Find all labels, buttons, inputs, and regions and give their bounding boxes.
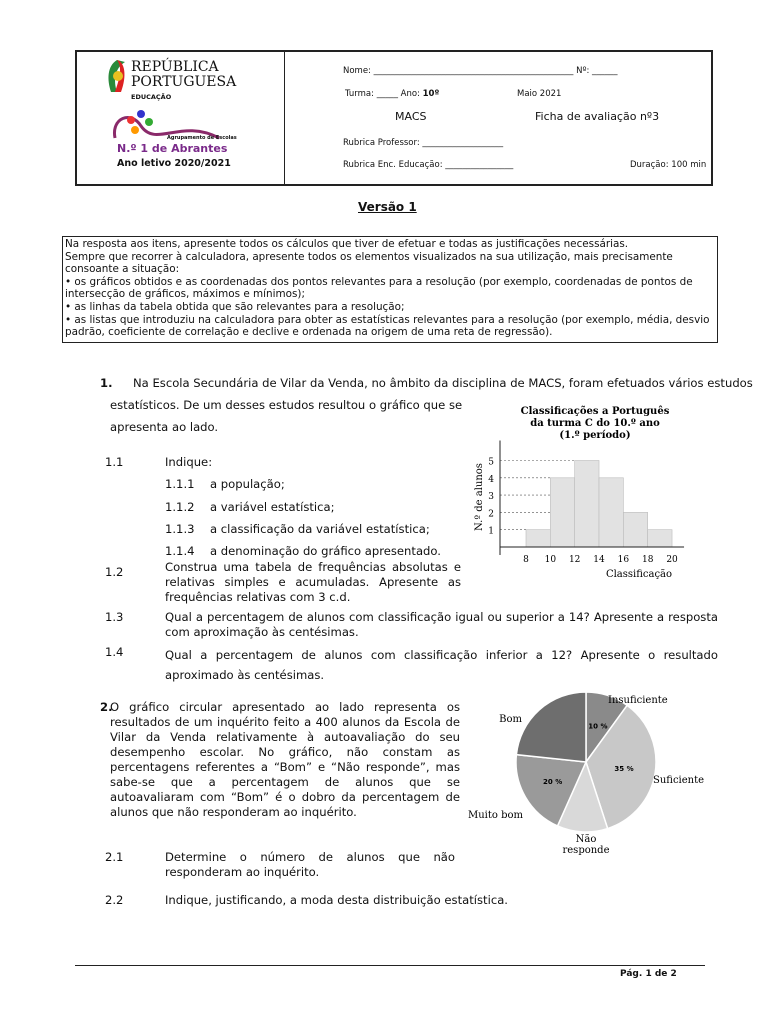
- header-box: [75, 50, 713, 186]
- item-text: Determine o número de alunos que não responderam ao inquérito.: [165, 850, 455, 879]
- ficha-title: Ficha de avaliação nº3: [535, 110, 660, 123]
- instruction-bullet: • as listas que introduziu na calculadora para obter as estatísticas relevantes para a resolução (por exemplo, média, desvio padrão, coeficiente de correlação e declive e ordenada na origem de uma reta de regressão).: [65, 313, 710, 339]
- slice-label: Suficiente: [653, 775, 705, 786]
- item-text: Construa uma tabela de frequências absolutas e relativas simples e acumuladas. Apresente as frequências relativas com 3 c.d.: [165, 560, 461, 604]
- x-axis-label: Classificação: [605, 569, 673, 580]
- item-text: Indique:: [165, 455, 213, 469]
- item-number: 1.1.2: [165, 500, 195, 514]
- slice-percent-label: 10 %: [588, 722, 608, 731]
- x-tick-label: 20: [666, 555, 678, 565]
- histogram-bar: [623, 512, 647, 547]
- y-tick-label: 1: [488, 526, 494, 537]
- instructions-box: [62, 236, 718, 343]
- y-tick-label: 5: [488, 457, 494, 468]
- duracao: Duração: 100 min: [630, 160, 707, 170]
- histogram-bar: [575, 461, 599, 548]
- pie-chart: [460, 690, 720, 860]
- logo-republica: REPÚBLICA PORTUGUESA: [131, 59, 237, 90]
- item-number: 1.1: [105, 455, 124, 469]
- footer-divider: [75, 965, 705, 966]
- x-tick-label: 8: [523, 555, 529, 565]
- rubrica-enc-field[interactable]: Rubrica Enc. Educação: ________________: [343, 160, 514, 170]
- y-tick-label: 2: [488, 509, 494, 520]
- histogram-bar: [550, 478, 574, 547]
- slice-label: Muito bom: [468, 810, 523, 821]
- slice-label: responde: [562, 845, 610, 856]
- q1-line2: estatísticos. De um desses estudos resultou o gráfico que se: [110, 398, 463, 412]
- chart-title: da turma C do 10.º ano: [530, 418, 660, 429]
- slice-label: Não: [575, 834, 597, 845]
- ano-value: 10º: [422, 89, 440, 99]
- q1-line3: apresenta ao lado.: [110, 420, 219, 434]
- page-number: Pág. 1 de 2: [620, 969, 677, 979]
- q2-text: O gráfico circular apresentado ao lado representa os resultados de um inquérito feito a 400 alunos da Escola de Vilar da Venda relativamente à autoavaliação do seu desempenho escolar. No gráfico, não constam as percentagens referentes a “Bom” e “Não responde”, mas sabe-se que a percentagem de alunos que se autoavaliaram com “Bom” é o dobro da percentagem de alunos que não responderam ao inquérito.: [110, 700, 460, 819]
- item-number: 1.4: [105, 645, 124, 659]
- x-tick-label: 18: [641, 555, 654, 565]
- item-number: 1.1.3: [165, 522, 195, 536]
- histogram-chart: [460, 400, 710, 590]
- item-number: 1.3: [105, 610, 124, 624]
- header-divider: [284, 52, 285, 184]
- nome-field[interactable]: Nome: _______________________________________________ Nº: ______: [343, 66, 618, 76]
- q1-number: 1.: [100, 376, 113, 390]
- y-tick-label: 3: [488, 492, 494, 503]
- histogram-bar: [526, 530, 550, 547]
- instruction-line: Sempre que recorrer à calculadora, apresente todos os elementos visualizados na sua utilização, mais precisamente consoante a situação:: [65, 250, 673, 276]
- slice-percent-label: 35 %: [614, 765, 634, 774]
- item-text: Qual a percentagem de alunos com classificação inferior a 12? Apresente o resultado aproximado às centésimas.: [165, 648, 718, 682]
- slice-percent-label: 20 %: [543, 778, 563, 787]
- ano-letivo: Ano letivo 2020/2021: [117, 158, 231, 169]
- item-number: 1.1.1: [165, 477, 195, 491]
- histogram-bar: [648, 530, 672, 547]
- x-tick-label: 14: [593, 555, 605, 565]
- logo-educacao: EDUCAÇÃO: [131, 93, 172, 101]
- item-text: a população;: [210, 477, 285, 491]
- y-axis-label: N.º de alunos: [474, 463, 485, 531]
- histogram-bar: [599, 478, 623, 547]
- instruction-bullet: • os gráficos obtidos e as coordenadas dos pontos relevantes para a resolução (por exemplo, coordenadas de pontos de intersecção de gráficos, máximos e mínimos);: [65, 275, 693, 301]
- item-text: a variável estatística;: [210, 500, 335, 514]
- item-text: Qual a percentagem de alunos com classificação igual ou superior a 14? Apresente a resposta com aproximação às centésimas.: [165, 610, 718, 639]
- chart-title: (1.º período): [559, 430, 631, 441]
- flag-logo-icon: [107, 60, 127, 92]
- x-tick-label: 10: [544, 555, 557, 565]
- item-text: a classificação da variável estatística;: [210, 522, 430, 536]
- slice-label: Bom: [499, 714, 522, 725]
- item-number: 2.1: [105, 850, 124, 864]
- turma-field[interactable]: [345, 89, 439, 99]
- item-text: a denominação do gráfico apresentado.: [210, 544, 441, 558]
- versao-title: Versão 1: [358, 200, 417, 214]
- x-tick-label: 12: [568, 555, 581, 565]
- turma-label: Turma: _____ Ano:: [345, 89, 423, 99]
- q2-number: 2.: [100, 700, 113, 714]
- slice-label: Insuficiente: [608, 695, 668, 706]
- logo-abrantes: N.º 1 de Abrantes: [117, 142, 228, 155]
- q1-line1: Na Escola Secundária de Vilar da Venda, no âmbito da disciplina de MACS, foram efetuados vários estudos: [133, 376, 753, 390]
- item-text: Indique, justificando, a moda desta distribuição estatística.: [165, 893, 508, 907]
- instruction-line: Na resposta aos itens, apresente todos os cálculos que tiver de efetuar e todas as justificações necessárias.: [65, 238, 629, 250]
- y-tick-label: 4: [488, 474, 494, 485]
- logo-agrupamento: Agrupamento de Escolas: [167, 135, 237, 141]
- instruction-bullet: • as linhas da tabela obtida que são relevantes para a resolução;: [65, 300, 405, 313]
- x-tick-label: 16: [617, 555, 630, 565]
- data: Maio 2021: [517, 89, 562, 99]
- chart-title: Classificações a Português: [520, 406, 670, 417]
- disciplina: MACS: [395, 110, 427, 123]
- item-number: 1.1.4: [165, 544, 195, 558]
- pie-slice: [516, 692, 586, 762]
- rubrica-professor-field[interactable]: Rubrica Professor: ___________________: [343, 138, 504, 148]
- item-number: 1.2: [105, 565, 124, 579]
- item-number: 2.2: [105, 893, 124, 907]
